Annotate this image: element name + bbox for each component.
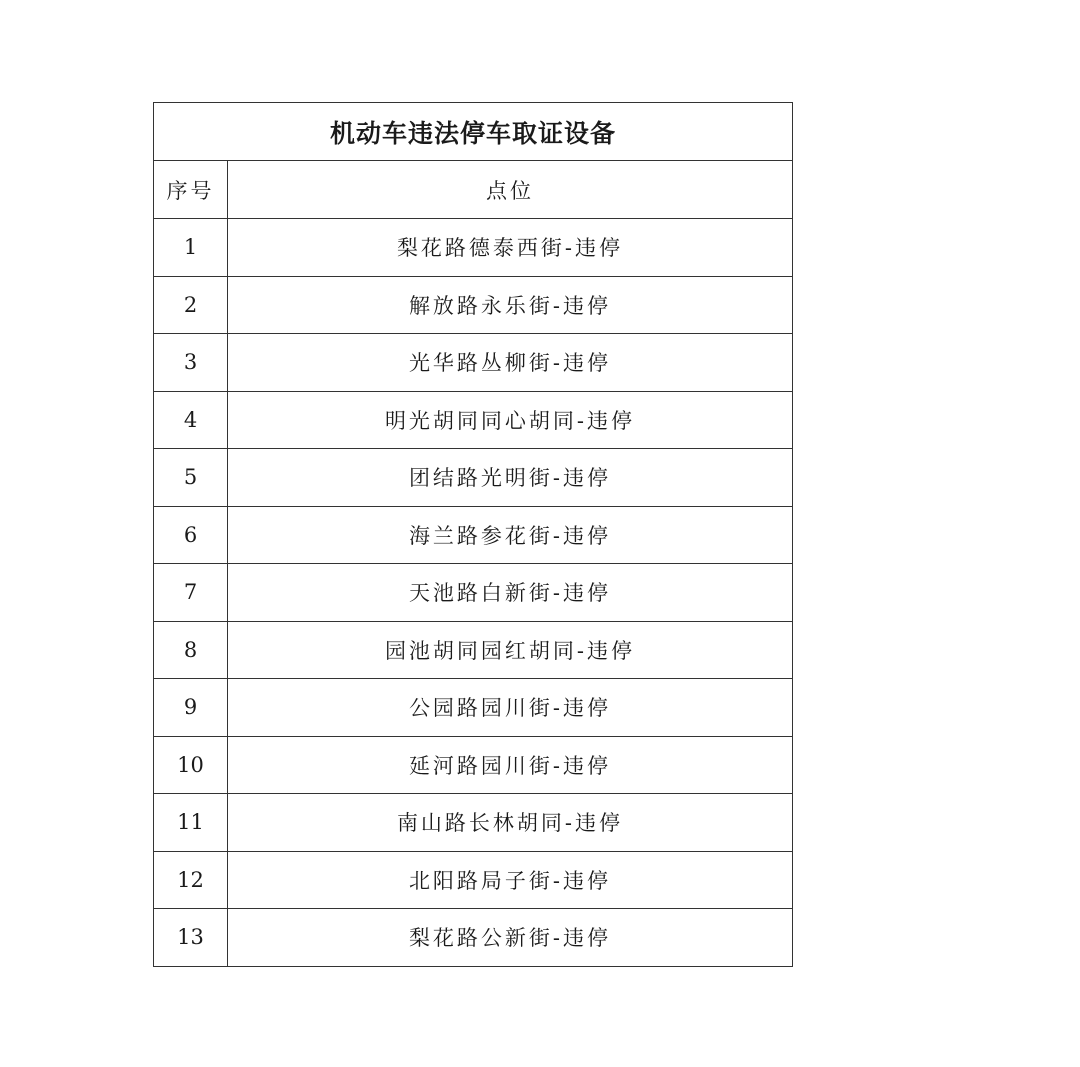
row-location-cell: 公园路园川街-违停 bbox=[228, 679, 793, 737]
row-location-cell: 北阳路局子街-违停 bbox=[228, 851, 793, 909]
row-index-cell: 5 bbox=[154, 449, 228, 507]
table-title: 机动车违法停车取证设备 bbox=[154, 103, 793, 161]
table-row bbox=[154, 391, 793, 449]
row-location-cell: 团结路光明街-违停 bbox=[228, 449, 793, 507]
table-body bbox=[154, 219, 793, 967]
table-row bbox=[154, 909, 793, 967]
table-row bbox=[154, 506, 793, 564]
row-location-cell: 天池路白新街-违停 bbox=[228, 564, 793, 622]
row-location-cell: 海兰路参花街-违停 bbox=[228, 506, 793, 564]
table-title-row bbox=[154, 103, 793, 161]
row-index-cell: 3 bbox=[154, 334, 228, 392]
row-index-cell: 4 bbox=[154, 391, 228, 449]
table-row bbox=[154, 449, 793, 507]
table-row bbox=[154, 679, 793, 737]
table-row bbox=[154, 219, 793, 277]
row-location-cell: 梨花路公新街-违停 bbox=[228, 909, 793, 967]
location-column-header: 点位 bbox=[228, 161, 793, 219]
table-row bbox=[154, 621, 793, 679]
table-row bbox=[154, 851, 793, 909]
row-index-cell: 11 bbox=[154, 794, 228, 852]
parking-enforcement-table bbox=[153, 102, 793, 967]
row-index-cell: 12 bbox=[154, 851, 228, 909]
row-location-cell: 梨花路德泰西街-违停 bbox=[228, 219, 793, 277]
row-index-cell: 7 bbox=[154, 564, 228, 622]
row-index-cell: 9 bbox=[154, 679, 228, 737]
table-row bbox=[154, 736, 793, 794]
row-location-cell: 光华路丛柳街-违停 bbox=[228, 334, 793, 392]
index-column-header: 序号 bbox=[154, 161, 228, 219]
row-index-cell: 8 bbox=[154, 621, 228, 679]
table-row bbox=[154, 564, 793, 622]
table-row bbox=[154, 276, 793, 334]
row-index-cell: 10 bbox=[154, 736, 228, 794]
row-index-cell: 13 bbox=[154, 909, 228, 967]
table-row bbox=[154, 334, 793, 392]
table-header-row bbox=[154, 161, 793, 219]
row-index-cell: 1 bbox=[154, 219, 228, 277]
row-location-cell: 解放路永乐街-违停 bbox=[228, 276, 793, 334]
row-location-cell: 园池胡同园红胡同-违停 bbox=[228, 621, 793, 679]
row-index-cell: 6 bbox=[154, 506, 228, 564]
row-location-cell: 明光胡同同心胡同-违停 bbox=[228, 391, 793, 449]
row-location-cell: 南山路长林胡同-违停 bbox=[228, 794, 793, 852]
row-location-cell: 延河路园川街-违停 bbox=[228, 736, 793, 794]
row-index-cell: 2 bbox=[154, 276, 228, 334]
table-row bbox=[154, 794, 793, 852]
